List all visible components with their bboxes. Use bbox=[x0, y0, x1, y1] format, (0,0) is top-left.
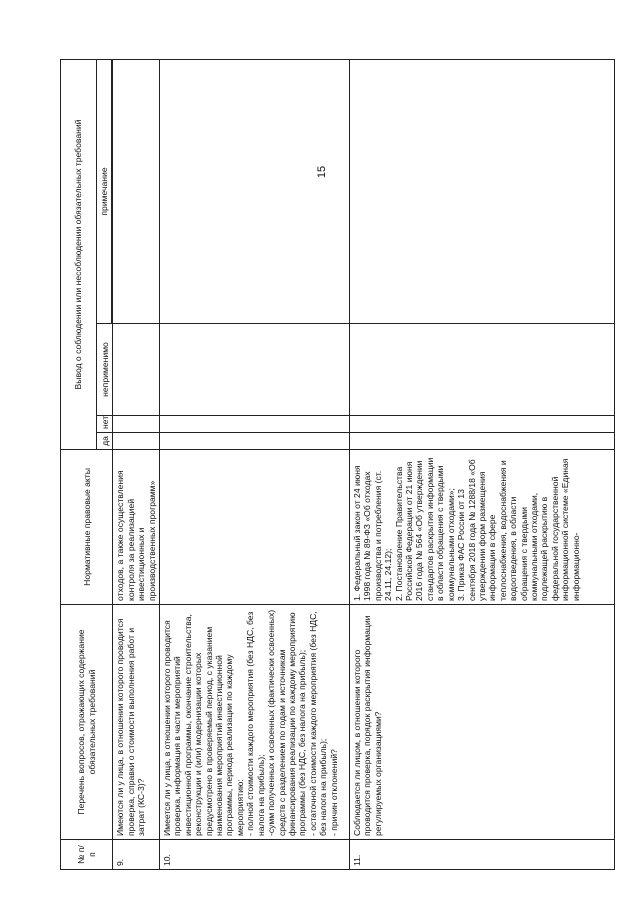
header-num: № п/п bbox=[61, 840, 113, 870]
row-num: 10. bbox=[160, 840, 350, 870]
cell-yes bbox=[350, 433, 615, 450]
table-row bbox=[350, 59, 615, 869]
table-row bbox=[160, 59, 350, 869]
cell-yes bbox=[160, 433, 350, 450]
row-acts bbox=[350, 450, 615, 605]
act-line: 3. Приказ ФАС России от 13 сентября 2018 года № 1288/18 «Об утверждении форм размещения информации в сфере теплоснабжения, водоснабжения и водоотведения, в области обращения с твердыми коммунальными отходами, подлежащей раскрытию в федеральной государственной информационной системе «Единая информационно- bbox=[456, 458, 581, 601]
row-acts: отходов, а также осуществления контроля за реализацией инвестиционных и производственных программ» bbox=[113, 450, 160, 605]
row-num: 11. bbox=[350, 840, 615, 870]
cell-note bbox=[113, 59, 160, 323]
question-line: - полной стоимости каждого мероприятия (без НДС, без налога на прибыль); bbox=[245, 611, 266, 836]
header-row bbox=[61, 59, 97, 869]
header-questions: Перечень вопросов, отражающих содержание обязательных требований bbox=[61, 605, 113, 840]
row-num: 9. bbox=[113, 840, 160, 870]
table-row bbox=[113, 59, 160, 869]
cell-no bbox=[113, 416, 160, 433]
cell-na bbox=[113, 324, 160, 416]
row-question: Имеются ли у лица, в отношении которого проводится проверка, справки о стоимости выполнения работ и затрат (КС-3)? bbox=[113, 605, 160, 840]
question-line: -сумм полученных и освоенных (фактически освоенных) средств с разделением по годам и источникам финансирования реализации по каждому мероприятию программы (без НДС, без налога на прибыль); bbox=[266, 609, 308, 836]
header-note: примечание bbox=[97, 59, 112, 323]
question-line: - остаточной стоимости каждого мероприятия (без НДС, без налога на прибыль); bbox=[307, 611, 329, 836]
header-no: нет bbox=[97, 416, 113, 433]
cell-note bbox=[350, 59, 615, 323]
header-na: неприменимо bbox=[97, 324, 113, 416]
cell-na bbox=[350, 324, 615, 416]
header-yes: да bbox=[97, 433, 113, 450]
cell-no bbox=[160, 416, 350, 433]
row-question: Соблюдается ли лицом, в отношении которого проводится проверка, порядок раскрытия информации регулируемых организациями? bbox=[350, 605, 615, 840]
row-acts bbox=[160, 450, 350, 605]
question-line: - причин отклонений? bbox=[328, 749, 339, 836]
header-conclusion: Вывод о соблюдении или несоблюдении обязательных требований bbox=[61, 59, 97, 449]
row-question bbox=[160, 605, 350, 840]
act-line: 2. Постановление Правительства Российской Федерации от 21 июня 2016 года № 564 «Об утверждении стандартов раскрытия информации в области обращения с твердыми коммунальными отходами»; bbox=[393, 457, 456, 601]
act-line: 1. Федеральный закон от 24 июня 1998 года № 89-ФЗ «Об отходах производства и потребления (ст. 24.11, 24.12); bbox=[352, 465, 394, 601]
cell-no bbox=[350, 416, 615, 433]
page-number: 15 bbox=[316, 165, 329, 179]
cell-na bbox=[160, 324, 350, 416]
rotated-page bbox=[60, 60, 615, 870]
requirements-table bbox=[60, 59, 615, 870]
header-acts: Нормативные правовые акты bbox=[61, 450, 113, 605]
cell-yes bbox=[113, 433, 160, 450]
question-line: Имеется ли у лица, в отношении которого проводится проверка, информация в части мероприятий инвестиционной программы, окончание строительства, реконструкции и (или) модернизации которых предусмотрено в проверяемый период, с указанием наименования мероприятий инвестиционной программы, периода реализации по каждому мероприятию: bbox=[162, 614, 245, 836]
cell-note bbox=[160, 59, 350, 323]
